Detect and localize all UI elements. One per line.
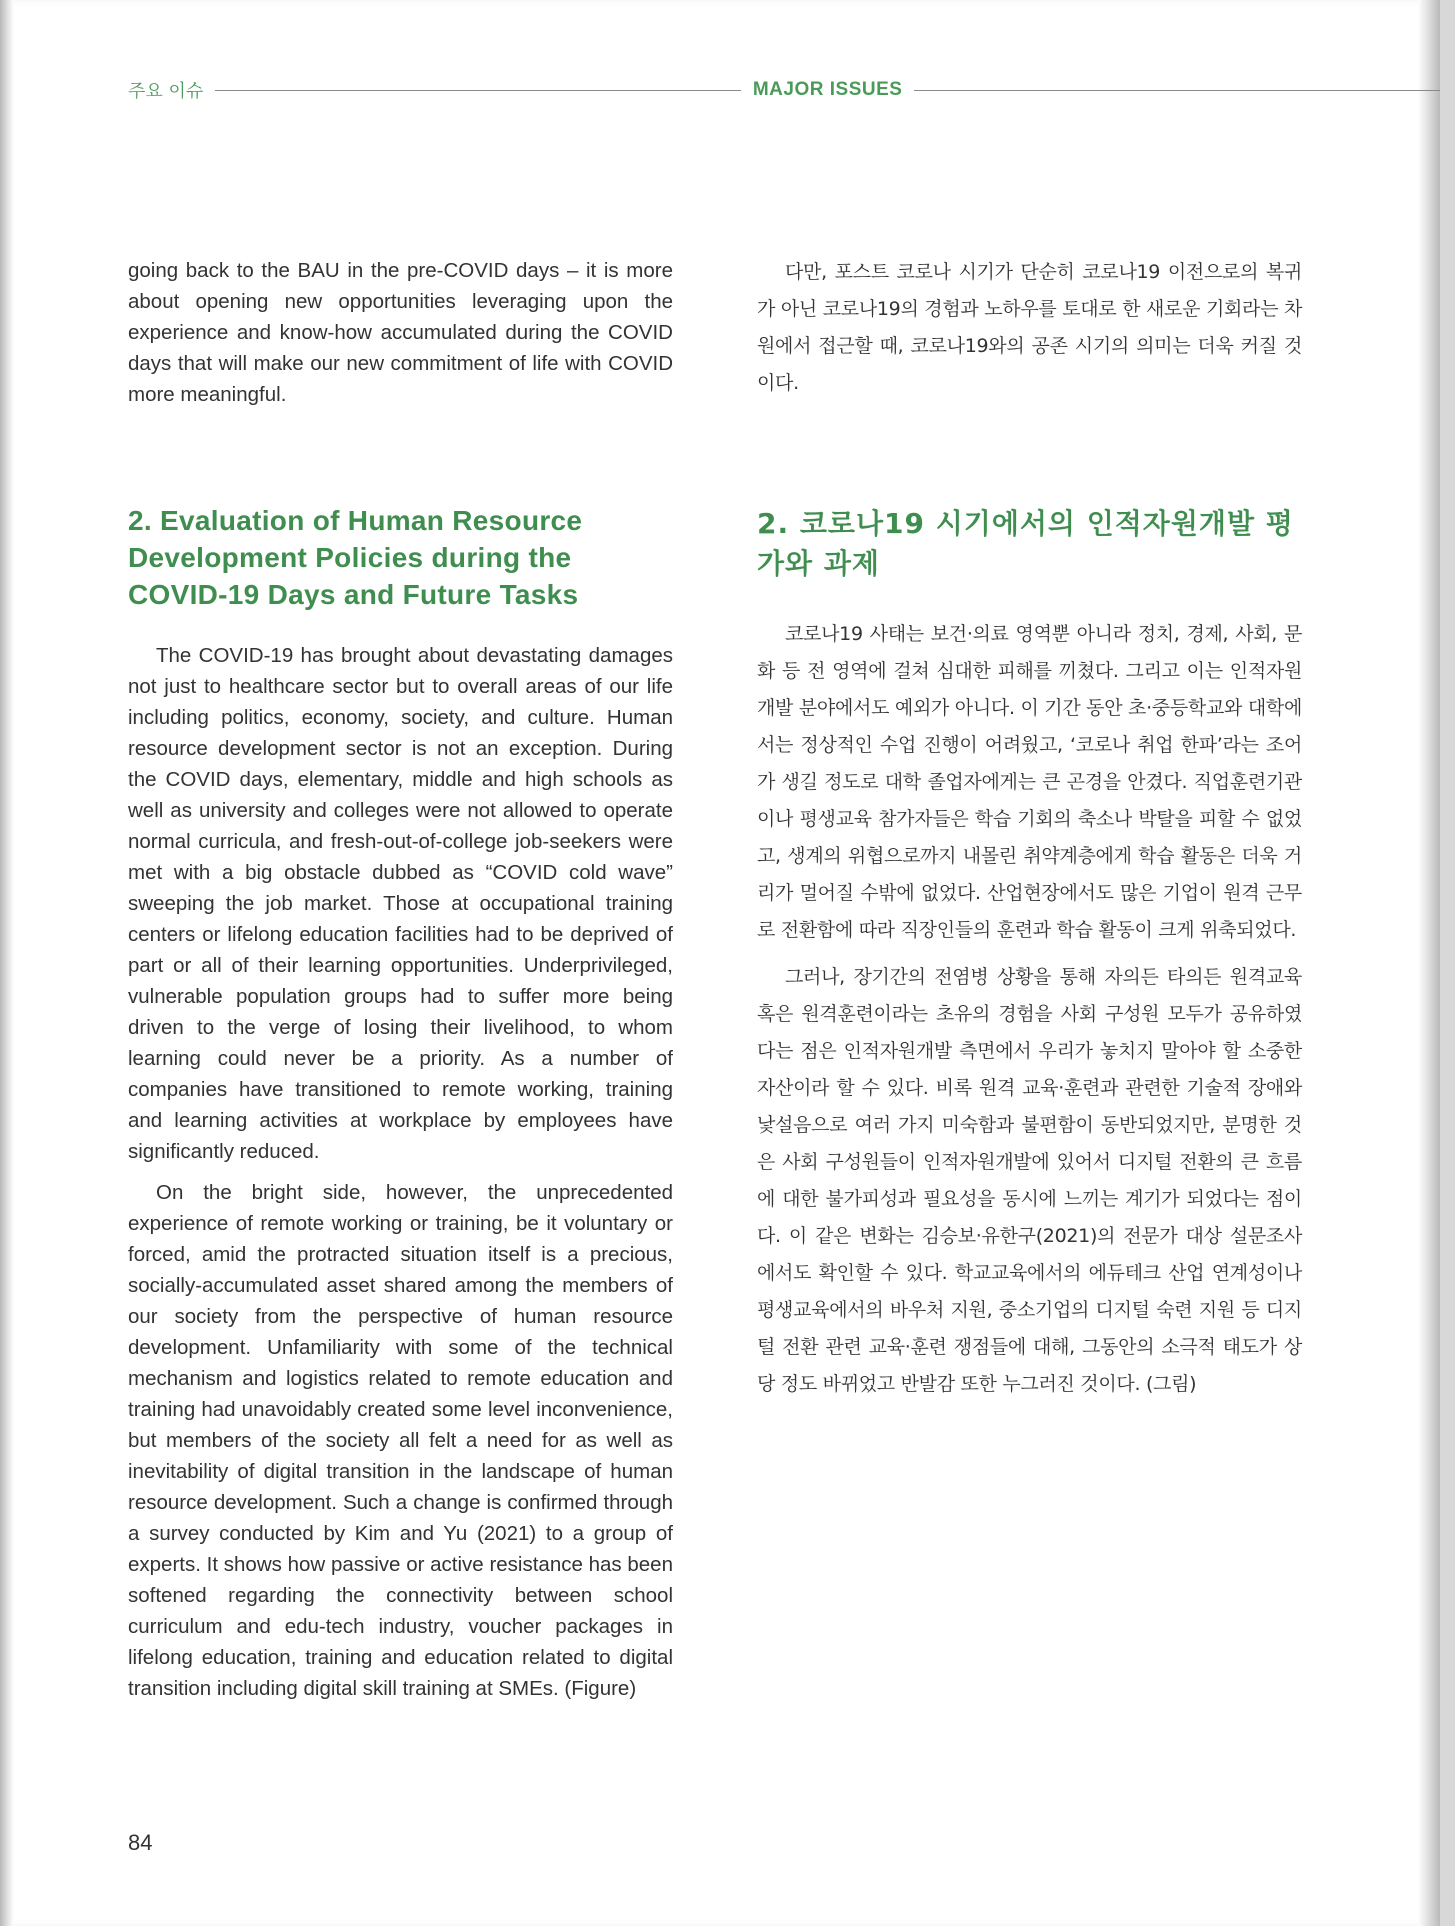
page-number: 84 <box>128 1830 153 1855</box>
english-intro-paragraph: going back to the BAU in the pre-COVID days – it is more about opening new opportunities leveraging upon the experience and know-how accumulated during the COVID days that will make our new commitment of life with COVID more meaningful. <box>128 259 673 406</box>
korean-paragraph-1: 코로나19 사태는 보건·의료 영역뿐 아니라 정치, 경제, 사회, 문화 등 전 영역에 걸쳐 심대한 피해를 끼쳤다. 그리고 이는 인적자원개발 분야에서도 예외가 아니다. 이 기간 동안 초·중등학교와 대학에서는 정상적인 수업 진행이 어려웠고, ‘코로나 취업 한파’라는 조어가 생길 정도로 대학 졸업자에게는 큰 곤경을 안겼다. 직업훈련기관이나 평생교육 참가자들은 학습 기회의 축소나 박탈을 피할 수 없었고, 생계의 위협으로까지 내몰린 취약계층에게 학습 활동은 더욱 거리가 멀어질 수밖에 없었다. 산업현장에서도 많은 기업이 원격 근무로 전환함에 따라 직장인들의 훈련과 학습 활동이 크게 위축되었다. <box>757 623 1302 941</box>
english-section-title: 2. Evaluation of Human Resource Development Policies during the COVID-19 Days and Future Tasks <box>128 505 583 610</box>
korean-section-title: 2. 코로나19 시기에서의 인적자원개발 평가와 과제 <box>757 507 1294 580</box>
korean-intro-paragraph: 다만, 포스트 코로나 시기가 단순히 코로나19 이전으로의 복귀가 아닌 코로나19의 경험과 노하우를 토대로 한 새로운 기회라는 차원에서 접근할 때, 코로나19와의 공존 시기의 의미는 더욱 커질 것이다. <box>757 261 1302 394</box>
korean-section <box>757 504 1302 1403</box>
header-korean-label: 주요 이슈 <box>128 81 204 102</box>
header-rule-right <box>914 90 1440 91</box>
header-english-label: MAJOR ISSUES <box>752 79 903 100</box>
running-header <box>128 78 1440 102</box>
english-section <box>128 502 673 1704</box>
english-paragraph-2: On the bright side, however, the unprecedented experience of remote working or training, be it voluntary or forced, amid the protracted situation itself is a precious, socially-accumulated asset shared among the members of our society from the perspective of human resource development. Unfamiliarity with some of the technical mechanism and logistics related to remote education and training had unavoidably created some level inconvenience, but members of the society all felt a need for as well as inevitability of digital transition in the landscape of human resource development. Such a change is confirmed through a survey conducted by Kim and Yu (2021) to a group of experts. It shows how passive or active resistance has been softened regarding the connectivity between school curriculum and edu-tech industry, voucher packages in lifelong education, training and education related to digital transition including digital skill training at SMEs. (Figure) <box>128 1181 673 1700</box>
page-spine-shadow <box>1418 0 1440 1926</box>
korean-paragraph-2: 그러나, 장기간의 전염병 상황을 통해 자의든 타의든 원격교육 혹은 원격훈련이라는 초유의 경험을 사회 구성원 모두가 공유하였다는 점은 인적자원개발 측면에서 우리가 놓치지 말아야 할 소중한 자산이라 할 수 있다. 비록 원격 교육·훈련과 관련한 기술적 장애와 낯설음으로 여러 가지 미숙함과 불편함이 동반되었지만, 분명한 것은 사회 구성원들이 인적자원개발에 있어서 디지털 전환의 큰 흐름에 대한 불가피성과 필요성을 동시에 느끼는 계기가 되었다는 점이다. 이 같은 변화는 김승보·유한구(2021)의 전문가 대상 설문조사에서도 확인할 수 있다. 학교교육에서의 에듀테크 산업 연계성이나 평생교육에서의 바우처 지원, 중소기업의 디지털 숙련 지원 등 디지털 전환 관련 교육·훈련 쟁점들에 대해, 그동안의 소극적 태도가 상당 정도 바뀌었고 반발감 또한 누그러진 것이다. (그림) <box>757 966 1302 1395</box>
korean-intro-block <box>757 254 1302 402</box>
english-intro-block <box>128 255 673 410</box>
page-left-edge-shadow <box>0 0 14 1926</box>
header-rule-left <box>215 90 741 91</box>
english-paragraph-1: The COVID-19 has brought about devastating damages not just to healthcare sector but to overall areas of our life including politics, economy, society, and culture. Human resource development sector is not an exception. During the COVID days, elementary, middle and high schools as well as university and colleges were not allowed to operate normal curricula, and fresh-out-of-college job-seekers were met with a big obstacle dubbed as “COVID cold wave” sweeping the job market. Those at occupational training centers or lifelong education facilities had to be deprived of part or all of their learning opportunities. Underprivileged, vulnerable population groups had to suffer more being driven to the verge of losing their livelihood, to whom learning could never be a priority. As a number of companies have transitioned to remote working, training and learning activities at workplace by employees have significantly reduced. <box>128 644 673 1163</box>
